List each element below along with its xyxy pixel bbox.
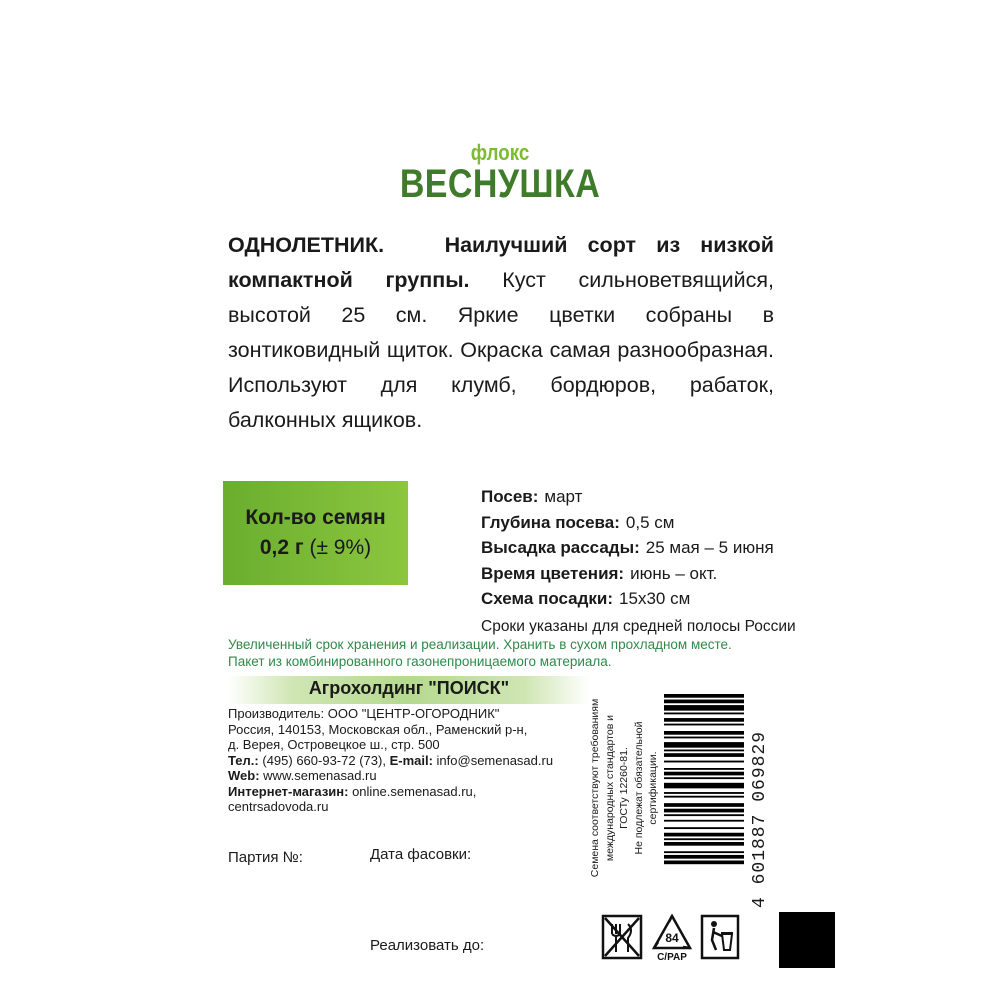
description-highlight: Наилучший сорт из низкой компактной группы. (228, 233, 774, 292)
spec-value: 0,5 см (625, 512, 675, 532)
tel-value: (495) 660-93-72 (73), (262, 752, 386, 768)
barcode-bar (664, 724, 744, 726)
spec-row (481, 561, 774, 587)
storage-info (228, 636, 748, 670)
barcode-bar (664, 768, 744, 770)
spec-row (481, 586, 774, 612)
producer-address-2: д. Верея, Островецкое ш., стр. 500 (228, 737, 440, 752)
pack-date-field: Дата фасовки: (370, 846, 472, 863)
barcode-bar (664, 742, 744, 748)
spec-value: июнь – окт. (630, 563, 718, 583)
barcode-bar (664, 783, 744, 789)
barcode-bar (664, 809, 744, 813)
spec-value: март (544, 487, 583, 506)
barcode-bar (664, 713, 744, 715)
registration-mark (779, 912, 835, 968)
spec-row (481, 535, 774, 561)
description (228, 228, 774, 438)
barcode-bar (664, 838, 744, 840)
sowing-specs (481, 484, 774, 612)
spec-label: Схема посадки: (481, 589, 614, 608)
variety-title: ВЕСНУШКА (399, 162, 601, 206)
seed-tolerance: (± 9%) (309, 536, 372, 559)
spec-label: Глубина посева: (481, 512, 620, 532)
seed-amount: 0,2 г (259, 536, 304, 559)
storage-line: Увеличенный срок хранения и реализации. Хранить в сухом прохладном месте. (228, 637, 732, 652)
recycling-icon (650, 912, 694, 962)
producer-shop (228, 784, 568, 815)
certification-text (588, 698, 661, 878)
email-link[interactable]: info@semenasad.ru (436, 752, 554, 768)
cert-line: ГОСТу 12260-81. (618, 747, 630, 829)
agroholding-name: Агрохолдинг "ПОИСК" (308, 678, 510, 698)
barcode-bar (664, 777, 744, 779)
barcode-bar (664, 855, 744, 859)
barcode-bar (664, 750, 744, 752)
description-text: Куст сильноветвящийся, высотой 25 см. Яркие цветки собраны в зонтиковидный щиток. Окраска самая разнообразная. Используют для клумб, бордюров, рабаток, балконных ящиков. (228, 268, 774, 432)
producer-address-1: Россия, 140153, Московская обл., Раменский р-н, (228, 721, 528, 737)
web-link[interactable]: www.semenasad.ru (263, 768, 377, 783)
barcode-bar (664, 705, 744, 711)
spec-label: Посев: (481, 487, 539, 506)
producer-info (228, 706, 568, 815)
barcode-bar (664, 833, 744, 837)
cert-line: Не подлежат обязательной сертификации. (632, 721, 659, 855)
seed-quantity-box (223, 481, 408, 585)
recycling-material: C/PAP (657, 952, 687, 962)
spec-label: Время цветения: (481, 563, 625, 583)
shop-label: Интернет-магазин: (228, 783, 349, 799)
spec-value: 15х30 см (619, 589, 691, 608)
barcode-bar (664, 796, 744, 798)
seed-quantity-label: Кол-во семян (245, 506, 386, 529)
plant-type-label: ОДНОЛЕТНИК. (228, 233, 385, 257)
seed-quantity-value (260, 533, 371, 563)
dispose-in-bin-icon (700, 912, 740, 962)
barcode-bar (664, 803, 744, 807)
barcode-bar (664, 842, 744, 846)
barcode-bar (664, 731, 744, 735)
tel-label: Тел.: (228, 752, 259, 768)
packaging-line: Пакет из комбинированного газонепроницаемого материала. (228, 654, 612, 669)
product-category: флокс (470, 140, 530, 165)
barcode-bar (664, 820, 744, 822)
spec-row (481, 510, 774, 536)
barcode-bar (664, 694, 744, 698)
recycling-code: 84 (665, 931, 679, 945)
cert-line: международных стандартов и (603, 714, 616, 862)
barcode-bar (664, 827, 744, 829)
spec-label: Высадка рассады: (481, 538, 640, 557)
barcode-bar (664, 792, 744, 794)
barcode-bar (664, 772, 744, 776)
spec-value: 25 мая – 5 июня (645, 538, 774, 557)
barcode-bar (664, 814, 744, 816)
barcode-bar (664, 861, 744, 865)
not-food-safe-icon (600, 912, 644, 962)
barcode-bar (664, 718, 744, 722)
batch-field: Партия №: (228, 849, 303, 866)
barcode-number: 4 601887 069829 (750, 730, 770, 908)
producer-contacts (228, 753, 568, 769)
barcode-bar (664, 700, 744, 704)
barcode (664, 694, 744, 916)
producer-web (228, 768, 568, 784)
spec-row (481, 484, 774, 510)
region-note: Сроки указаны для средней полосы России (481, 618, 796, 635)
producer-name: Производитель: ООО "ЦЕНТР-ОГОРОДНИК" (228, 706, 500, 721)
sell-by-field: Реализовать до: (370, 937, 485, 954)
barcode-bar (664, 761, 744, 763)
barcode-bar (664, 737, 744, 739)
web-label: Web: (228, 768, 260, 783)
cert-line: Семена соответствуют требованиям (589, 698, 601, 878)
barcode-bar (664, 851, 744, 853)
email-label: E-mail: (389, 752, 433, 768)
barcode-bar (664, 753, 744, 757)
shop-links[interactable]: online.semenasad.ru, centrsadovoda.ru (228, 783, 477, 814)
